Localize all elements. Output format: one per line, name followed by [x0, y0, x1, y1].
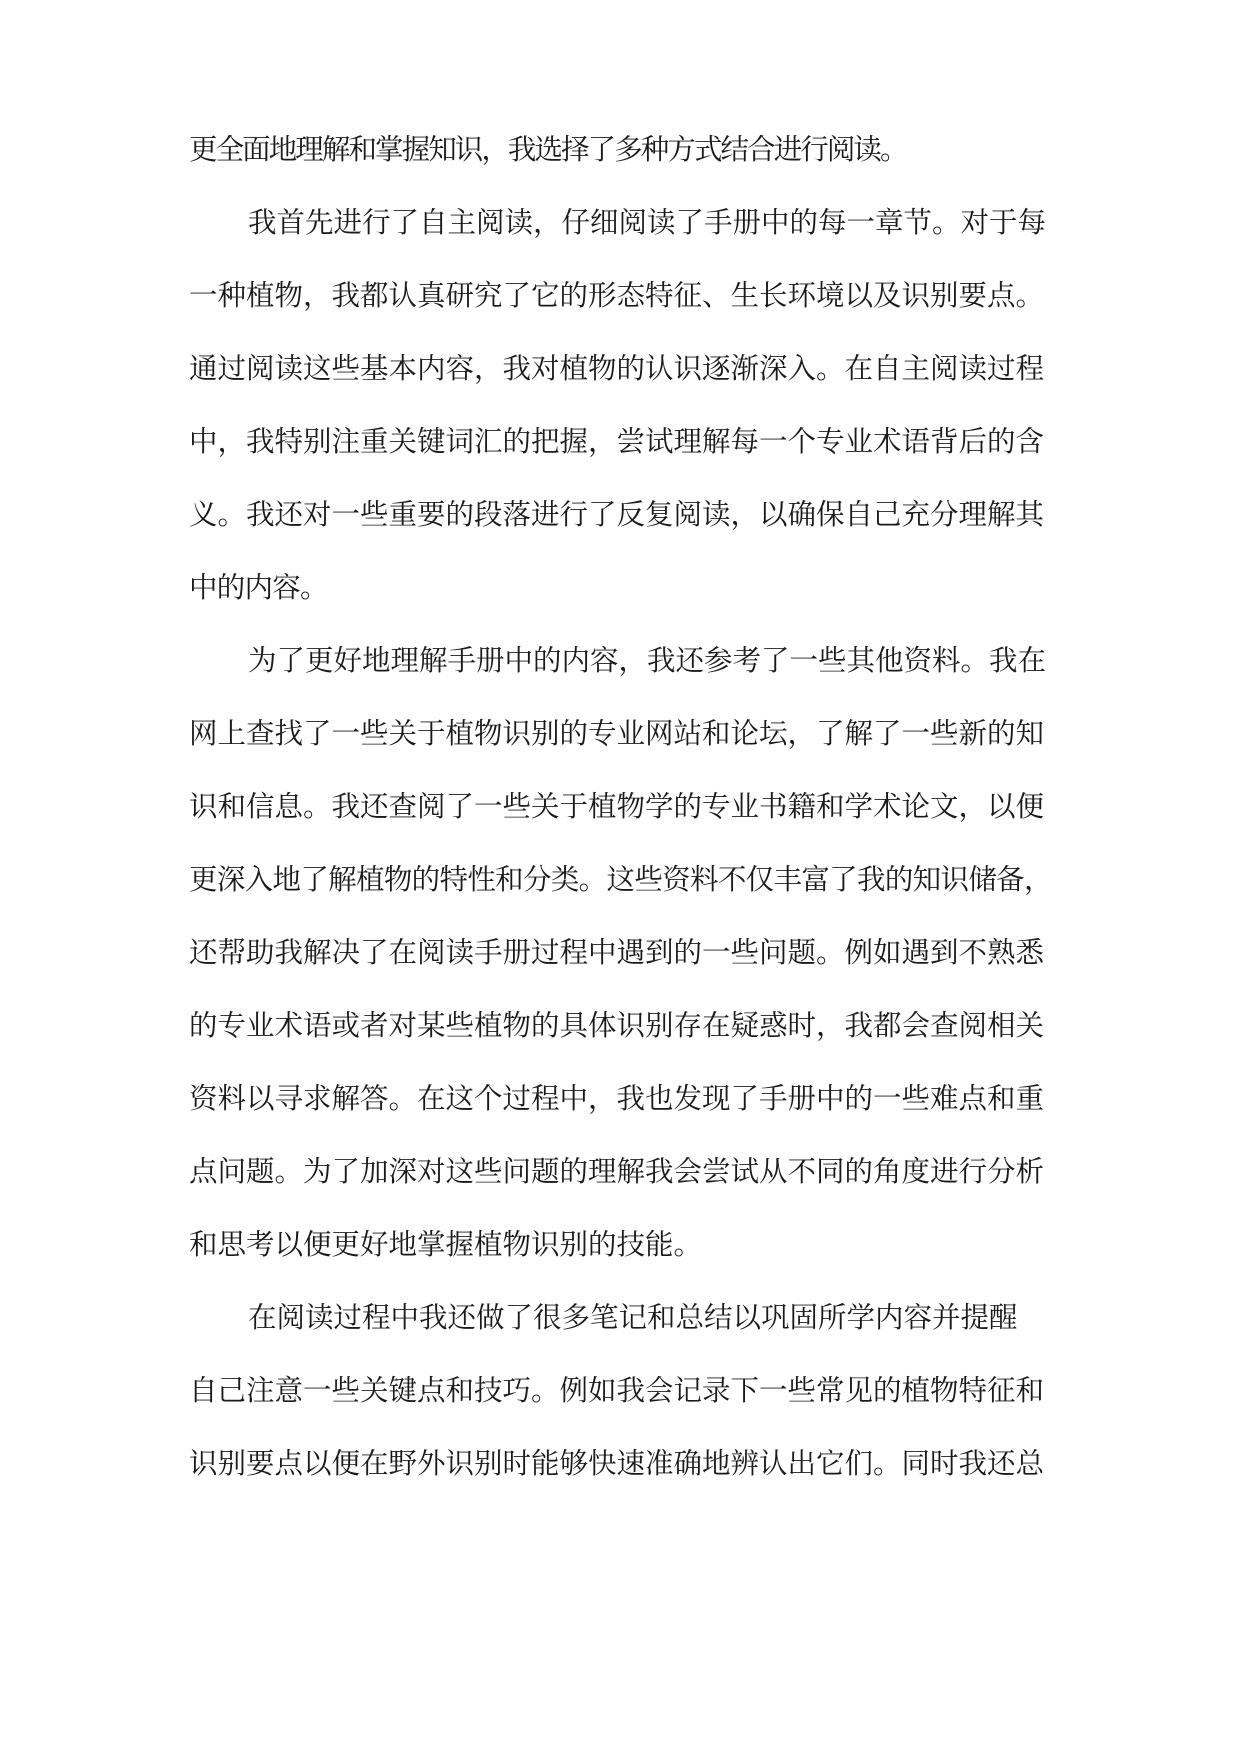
- text-line: 识别要点以便在野外识别时能够快速准确地辨认出它们。同时我还总: [189, 1447, 1045, 1480]
- text-line: 点问题。为了加深对这些问题的理解我会尝试从不同的角度进行分析: [189, 1155, 1045, 1188]
- text-line: 一种植物，我都认真研究了它的形态特征、生长环境以及识别要点。: [189, 279, 1045, 312]
- text-line: 还帮助我解决了在阅读手册过程中遇到的一些问题。例如遇到不熟悉: [189, 936, 1045, 969]
- text-line: 识和信息。我还查阅了一些关于植物学的专业书籍和学术论文，以便: [189, 790, 1045, 823]
- text-line: 义。我还对一些重要的段落进行了反复阅读，以确保自己充分理解其: [189, 498, 1045, 531]
- text-line: 我首先进行了自主阅读，仔细阅读了手册中的每一章节。对于每: [248, 206, 1047, 239]
- text-line: 网上查找了一些关于植物识别的专业网站和论坛，了解了一些新的知: [189, 717, 1045, 750]
- text-line: 更全面地理解和掌握知识，我选择了多种方式结合进行阅读。: [189, 133, 907, 166]
- text-line: 中的内容。: [189, 571, 328, 604]
- text-line: 更深入地了解植物的特性和分类。这些资料不仅丰富了我的知识储备，: [189, 863, 1052, 896]
- text-line: 自己注意一些关键点和技巧。例如我会记录下一些常见的植物特征和: [189, 1374, 1045, 1407]
- text-line: 为了更好地理解手册中的内容，我还参考了一些其他资料。我在: [248, 644, 1047, 677]
- text-line: 在阅读过程中我还做了很多笔记和总结以巩固所学内容并提醒: [248, 1301, 1018, 1334]
- text-line: 和思考以便更好地掌握植物识别的技能。: [189, 1228, 703, 1261]
- text-line: 通过阅读这些基本内容，我对植物的认识逐渐深入。在自主阅读过程: [189, 352, 1045, 385]
- text-line: 资料以寻求解答。在这个过程中，我也发现了手册中的一些难点和重: [189, 1082, 1045, 1115]
- text-line: 的专业术语或者对某些植物的具体识别存在疑惑时，我都会查阅相关: [189, 1009, 1045, 1042]
- text-line: 中，我特别注重关键词汇的把握，尝试理解每一个专业术语背后的含: [189, 425, 1045, 458]
